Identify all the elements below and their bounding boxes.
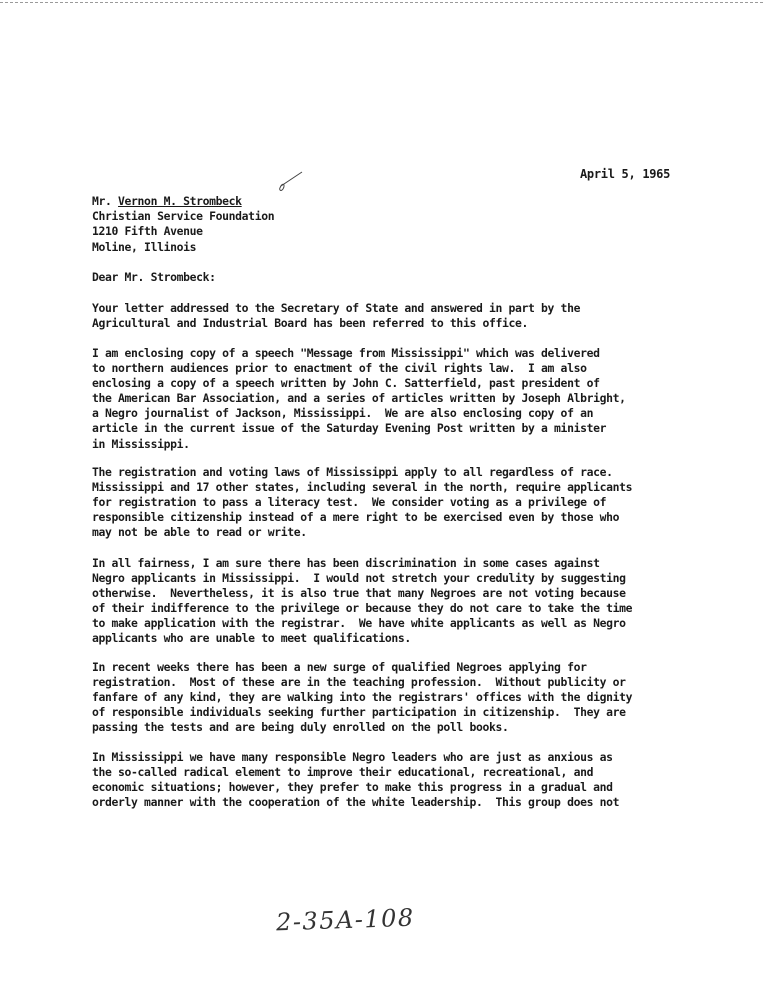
paragraph-6 — [92, 750, 619, 810]
recipient-name-line — [92, 194, 274, 209]
paragraph-line: the American Bar Association, and a series of articles written by Joseph Albright, — [92, 391, 626, 406]
paragraph-line: fanfare of any kind, they are walking into the registrars' offices with the dignity — [92, 690, 633, 705]
paragraph-line: article in the current issue of the Saturday Evening Post written by a minister — [92, 421, 607, 436]
paragraph-line: The registration and voting laws of Mississippi apply to all regardless of race. — [92, 465, 613, 479]
paragraph-line: I am enclosing copy of a speech "Message from Mississippi" which was delivered — [92, 346, 600, 360]
letter-greeting: Dear Mr. Strombeck: — [92, 270, 216, 284]
paragraph-line: In all fairness, I am sure there has been discrimination in some cases against — [92, 556, 600, 570]
recipient-address-block — [92, 194, 274, 255]
letter-date: April 5, 1965 — [580, 167, 671, 181]
recipient-organization: Christian Service Foundation — [92, 209, 275, 224]
paragraph-3 — [92, 465, 632, 540]
paragraph-line: Negro applicants in Mississippi. I would not stretch your credulity by suggesting — [92, 571, 626, 586]
handwritten-file-number: 2-35A-108 — [275, 903, 416, 937]
paragraph-line: responsible citizenship instead of a mere right to be exercised even by those who — [92, 510, 620, 525]
paragraph-line: to make application with the registrar. We have white applicants as well as Negro — [92, 616, 626, 631]
recipient-salutation-prefix: Mr. — [92, 194, 119, 208]
paragraph-line: passing the tests and are being duly enrolled on the poll books. — [92, 720, 509, 735]
paragraph-line: Mississippi and 17 other states, including several in the north, require applicants — [92, 480, 633, 495]
paragraph-line: applicants who are unable to meet qualifications. — [92, 631, 411, 646]
paragraph-line: economic situations; however, they prefer to make this progress in a gradual and — [92, 780, 613, 795]
paragraph-1 — [92, 301, 580, 331]
paragraph-line: for registration to pass a literacy test. We consider voting as a privilege of — [92, 495, 607, 510]
paragraph-line: In recent weeks there has been a new surge of qualified Negroes applying for — [92, 660, 587, 674]
scan-top-edge — [0, 2, 763, 3]
paragraph-2 — [92, 346, 626, 452]
paragraph-5 — [92, 660, 632, 735]
paragraph-line: in Mississippi. — [92, 436, 190, 451]
paragraph-4 — [92, 556, 632, 647]
paragraph-line: enclosing a copy of a speech written by John C. Satterfield, past president of — [92, 376, 600, 391]
recipient-street: 1210 Fifth Avenue — [92, 224, 203, 239]
paragraph-line: of responsible individuals seeking further participation in citizenship. They are — [92, 705, 626, 720]
paragraph-line: a Negro journalist of Jackson, Mississippi. We are also enclosing copy of an — [92, 406, 594, 421]
paragraph-line: In Mississippi we have many responsible Negro leaders who are just as anxious as — [92, 750, 613, 764]
paragraph-line: otherwise. Nevertheless, it is also true that many Negroes are not voting because — [92, 586, 626, 601]
paragraph-line: Agricultural and Industrial Board has been referred to this office. — [92, 316, 529, 331]
recipient-name: Vernon M. Strombeck — [118, 194, 242, 208]
paragraph-line: of their indifference to the privilege or because they do not care to take the time — [92, 601, 633, 616]
paragraph-line: may not be able to read or write. — [92, 525, 307, 540]
paragraph-line: orderly manner with the cooperation of the white leadership. This group does not — [92, 795, 620, 810]
paragraph-line: registration. Most of these are in the teaching profession. Without publicity or — [92, 675, 626, 690]
paragraph-line: Your letter addressed to the Secretary of State and answered in part by the — [92, 301, 581, 315]
paragraph-line: to northern audiences prior to enactment of the civil rights law. I am also — [92, 361, 587, 376]
paragraph-line: the so-called radical element to improve their educational, recreational, and — [92, 765, 594, 780]
recipient-city: Moline, Illinois — [92, 239, 197, 254]
